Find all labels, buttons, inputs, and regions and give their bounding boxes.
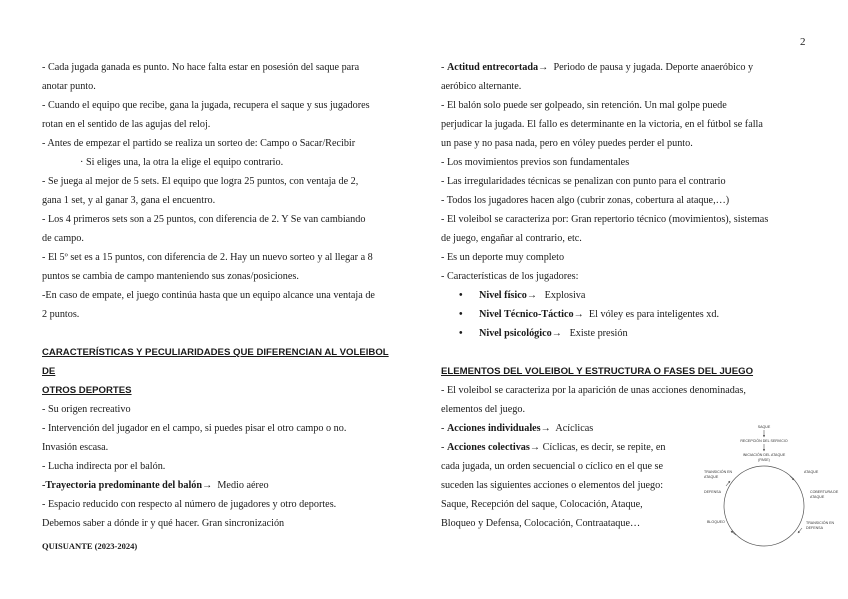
diagram-label: TRANSICIÓN EN bbox=[806, 521, 835, 525]
bold-label: Nivel Técnico-Táctico bbox=[479, 309, 574, 320]
paragraph: cada jugada, un orden secuencial o cíclico en el que se bbox=[441, 461, 664, 472]
paragraph: -En caso de empate, el juego continúa hasta que un equipo alcance una ventaja de bbox=[42, 290, 375, 301]
paragraph: - El voleibol se caracteriza por la aparición de unas acciones denominadas, bbox=[441, 385, 746, 396]
dash: - bbox=[441, 423, 447, 434]
paragraph: - Se juega al mejor de 5 sets. El equipo que logra 25 puntos, con ventaja de 2, bbox=[42, 176, 359, 187]
section-heading: CARACTERÍSTICAS Y PECULIARIDADES QUE DIFERENCIAN AL VOLEIBOL DE bbox=[42, 347, 389, 377]
paragraph-value: Periodo de pausa y jugada. Deporte anaeróbico y bbox=[553, 62, 754, 73]
paragraph bbox=[441, 58, 796, 77]
bold-label: Actitud entrecortada bbox=[446, 62, 539, 73]
paragraph: gana 1 set, y al ganar 3, gana el encuentro. bbox=[42, 195, 216, 206]
paragraph: - Antes de empezar el partido se realiza un sorteo de: Campo o Sacar/Recibir bbox=[42, 138, 356, 149]
paragraph-value: Medio aéreo bbox=[217, 480, 269, 491]
paragraph: de juego, engañar al contrario, etc. bbox=[441, 233, 582, 244]
list-item bbox=[475, 286, 796, 305]
paragraph: - Todos los jugadores hacen algo (cubrir zonas, cobertura al ataque,…) bbox=[441, 195, 730, 206]
section-heading: ELEMENTOS DEL VOLEIBOL Y ESTRUCTURA O FASES DEL JUEGO bbox=[441, 366, 754, 377]
paragraph-value: Acíclicas bbox=[555, 423, 594, 434]
paragraph bbox=[42, 476, 397, 495]
section-heading: OTROS DEPORTES bbox=[42, 385, 132, 396]
arrow-icon: → bbox=[538, 62, 549, 73]
bold-label: -Trayectoria predominante del balón bbox=[42, 480, 203, 491]
paragraph: - Cuando el equipo que recibe, gana la jugada, recupera el saque y sus jugadores bbox=[42, 100, 370, 111]
list-item-value: El vóley es para inteligentes xd. bbox=[588, 309, 720, 320]
list-item-value: Explosiva bbox=[544, 290, 586, 301]
paragraph: - Los 4 primeros sets son a 25 puntos, con diferencia de 2. Y Se van cambiando bbox=[42, 214, 366, 225]
paragraph: - Su origen recreativo bbox=[42, 404, 131, 415]
footer-credit: QUISUANTE (2023-2024) bbox=[42, 541, 138, 551]
paragraph: - El balón solo puede ser golpeado, sin retención. Un mal golpe puede bbox=[441, 100, 727, 111]
diagram-label: (PASE) bbox=[758, 458, 770, 462]
diagram-label: ATAQUE bbox=[810, 495, 825, 499]
arrow-icon: → bbox=[526, 290, 538, 301]
paragraph-value: Cíclicas, es decir, se repite, en bbox=[542, 442, 666, 453]
paragraph: - Es un deporte muy completo bbox=[441, 252, 565, 263]
dash: - bbox=[441, 62, 447, 73]
list-item bbox=[475, 324, 796, 343]
diagram-arrow bbox=[790, 476, 794, 480]
diagram-label: BLOQUEO bbox=[707, 520, 725, 524]
paragraph: - Lucha indirecta por el balón. bbox=[42, 461, 166, 472]
diagram-label: COBERTURA DE bbox=[810, 490, 839, 494]
arrow-icon: → bbox=[529, 442, 541, 453]
paragraph: - Cada jugada ganada es punto. No hace falta estar en posesión del saque para bbox=[42, 62, 360, 73]
bold-label: Acciones individuales bbox=[446, 423, 541, 434]
paragraph: Saque, Recepción del saque, Colocación, Ataque, bbox=[441, 499, 643, 510]
diagram-label: ATAQUE bbox=[804, 470, 819, 474]
paragraph: de campo. bbox=[42, 233, 84, 244]
arrow-icon: → bbox=[573, 309, 584, 320]
arrow-icon: → bbox=[551, 328, 562, 339]
diagram-label: SAQUE bbox=[757, 425, 771, 429]
diagram-label: DEFENSA bbox=[806, 526, 823, 530]
arrow-icon: → bbox=[202, 480, 213, 491]
paragraph: · Si eliges una, la otra la elige el equipo contrario. bbox=[80, 157, 284, 168]
paragraph: - El voleibol se caracteriza por: Gran repertorio técnico (movimientos), sistemas bbox=[441, 214, 769, 225]
left-column bbox=[42, 58, 397, 533]
bold-label: Nivel físico bbox=[479, 290, 527, 301]
diagram-label: RECEPCIÓN DEL SERVICIO bbox=[740, 439, 788, 443]
paragraph: un pase y no pasa nada, pero en vóley puedes perder el punto. bbox=[441, 138, 693, 149]
arrow-icon: → bbox=[540, 423, 551, 434]
paragraph: - Intervención del jugador en el campo, si puedes pisar el otro campo o no. bbox=[42, 423, 347, 434]
paragraph: 2 puntos. bbox=[42, 309, 80, 320]
player-traits-list bbox=[441, 286, 796, 343]
paragraph: - Espacio reducido con respecto al número de jugadores y otro deportes. bbox=[42, 499, 337, 510]
paragraph: aeróbico alternante. bbox=[441, 81, 522, 92]
paragraph: elementos del juego. bbox=[441, 404, 526, 415]
game-phases-diagram bbox=[694, 420, 839, 550]
paragraph: - Los movimientos previos son fundamentales bbox=[441, 157, 630, 168]
diagram-label: DEFENSA bbox=[704, 490, 721, 494]
list-item bbox=[475, 305, 796, 324]
paragraph: Debemos saber a dónde ir y qué hacer. Gran sincronización bbox=[42, 518, 285, 529]
bold-label: Acciones colectivas bbox=[446, 442, 530, 453]
page-number: 2 bbox=[800, 36, 806, 48]
paragraph: rotan en el sentido de las agujas del reloj. bbox=[42, 119, 211, 130]
paragraph: Bloqueo y Defensa, Colocación, Contraataque… bbox=[441, 518, 641, 529]
paragraph: - El 5º set es a 15 puntos, con diferencia de 2. Hay un nuevo sorteo y al llegar a 8 bbox=[42, 252, 373, 263]
paragraph: Invasión escasa. bbox=[42, 442, 109, 453]
paragraph: anotar punto. bbox=[42, 81, 96, 92]
list-item-value: Existe presión bbox=[569, 328, 628, 339]
paragraph: - Características de los jugadores: bbox=[441, 271, 579, 282]
diagram-label: TRANSICIÓN EN bbox=[704, 470, 733, 474]
spacer bbox=[42, 324, 397, 343]
bold-label: Nivel psicológico bbox=[479, 328, 552, 339]
paragraph: suceden las siguientes acciones o elementos del juego: bbox=[441, 480, 664, 491]
diagram-label: ATAQUE bbox=[704, 475, 719, 479]
dash: - bbox=[441, 442, 447, 453]
paragraph: perjudicar la jugada. El fallo es determinante en la victoria, en el fútbol se falla bbox=[441, 119, 763, 130]
diagram-arrow bbox=[798, 528, 802, 533]
diagram-label: INICIACIÓN DEL ATAQUE bbox=[742, 453, 786, 457]
spacer bbox=[441, 343, 796, 362]
paragraph: - Las irregularidades técnicas se penalizan con punto para el contrario bbox=[441, 176, 726, 187]
paragraph: puntos se cambia de campo manteniendo sus zonas/posiciones. bbox=[42, 271, 299, 282]
